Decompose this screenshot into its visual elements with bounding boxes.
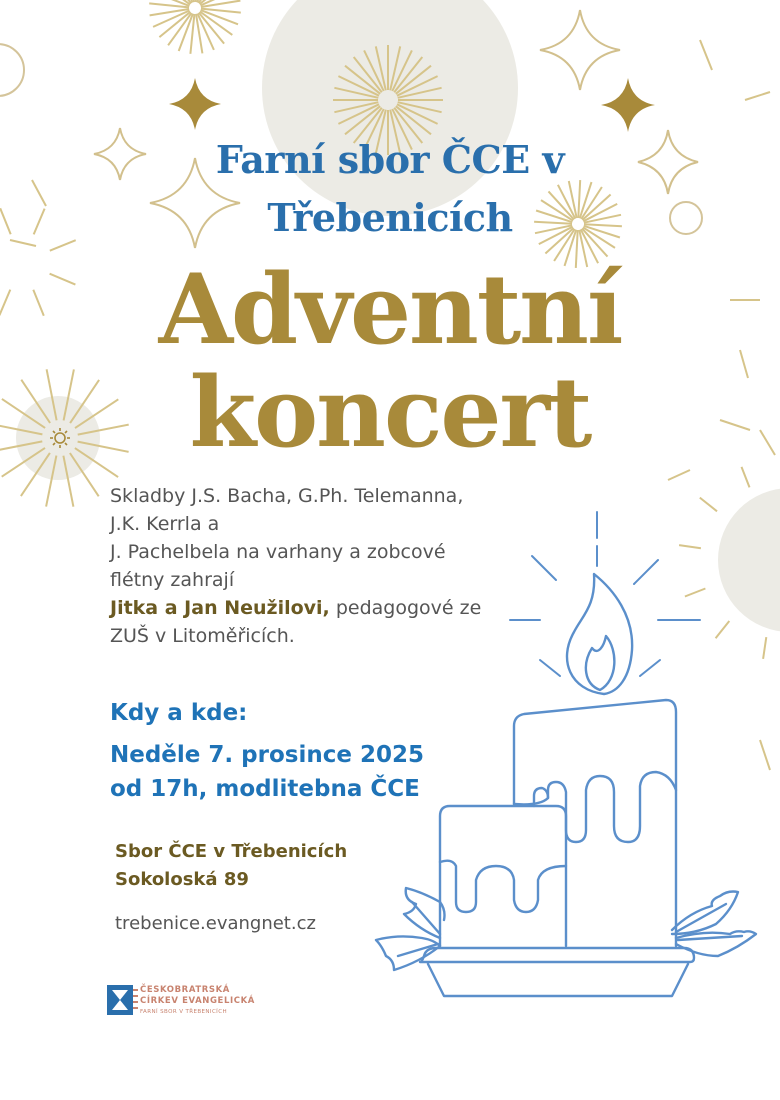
performers-role: pedagogové ze (329, 597, 482, 619)
sunburst-ray (700, 498, 717, 512)
light-rays (510, 512, 700, 676)
event-info (110, 696, 424, 806)
holly-leaf-right-2 (676, 931, 756, 956)
sunburst-ray (763, 637, 766, 659)
event-heading: Kdy a kde: (110, 700, 248, 726)
description-line-5 (110, 594, 481, 622)
sparkle-star-filled-right (601, 78, 655, 132)
description-line-3: J. Pachelbela na varhany a zobcové (110, 541, 446, 563)
event-time-place: od 17h, modlitebna ČCE (110, 776, 420, 802)
address (115, 838, 347, 894)
sunburst-topleft (149, 0, 241, 54)
title-line-1: Adventní (158, 253, 622, 366)
sunburst-ray (679, 545, 701, 548)
tall-candle (514, 700, 676, 946)
candle-dish-base (428, 964, 688, 996)
performers-names: Jitka a Jan Neužilovi, (110, 597, 330, 619)
short-candle (440, 806, 566, 946)
beige-circle-right (718, 488, 780, 632)
sunburst-ray (685, 589, 706, 597)
description (110, 482, 481, 650)
description-line-6: ZUŠ v Litoměřicích. (110, 625, 295, 647)
sparkle-star-filled-left (169, 78, 221, 130)
address-line-2: Sokoloská 89 (115, 869, 249, 890)
church-logo-text (140, 985, 255, 1017)
logo-line-1: ČESKOBRATRSKÁ (140, 985, 230, 995)
sunburst-ray (716, 621, 730, 638)
description-line-4: flétny zahrají (110, 569, 235, 591)
sunburst-ray (742, 467, 750, 488)
website-link[interactable]: trebenice.evangnet.cz (115, 913, 316, 934)
event-date: Neděle 7. prosince 2025 (110, 742, 424, 768)
title-line-2: koncert (189, 356, 591, 469)
logo-line-2: CÍRKEV EVANGELICKÁ (140, 996, 255, 1006)
short-candle-drips (440, 861, 566, 912)
description-line-1: Skladby J.S. Bacha, G.Ph. Telemanna, (110, 485, 464, 507)
flame-inner (586, 636, 614, 690)
organizer-line-2: Třebenicích (267, 195, 513, 240)
organizer-line-1: Farní sbor ČCE v (215, 137, 565, 182)
church-logo-mark (107, 985, 138, 1015)
outline-circle-topleft (0, 44, 24, 96)
sparkle-star-outline-3 (540, 10, 620, 90)
flame (567, 574, 632, 694)
address-line-1: Sbor ČCE v Třebenicích (115, 841, 348, 862)
logo-line-3: FARNÍ SBOR V TŘEBENICÍCH (140, 1009, 227, 1015)
candle-dish (420, 948, 694, 962)
description-line-2: J.K. Kerrla a (110, 513, 220, 535)
